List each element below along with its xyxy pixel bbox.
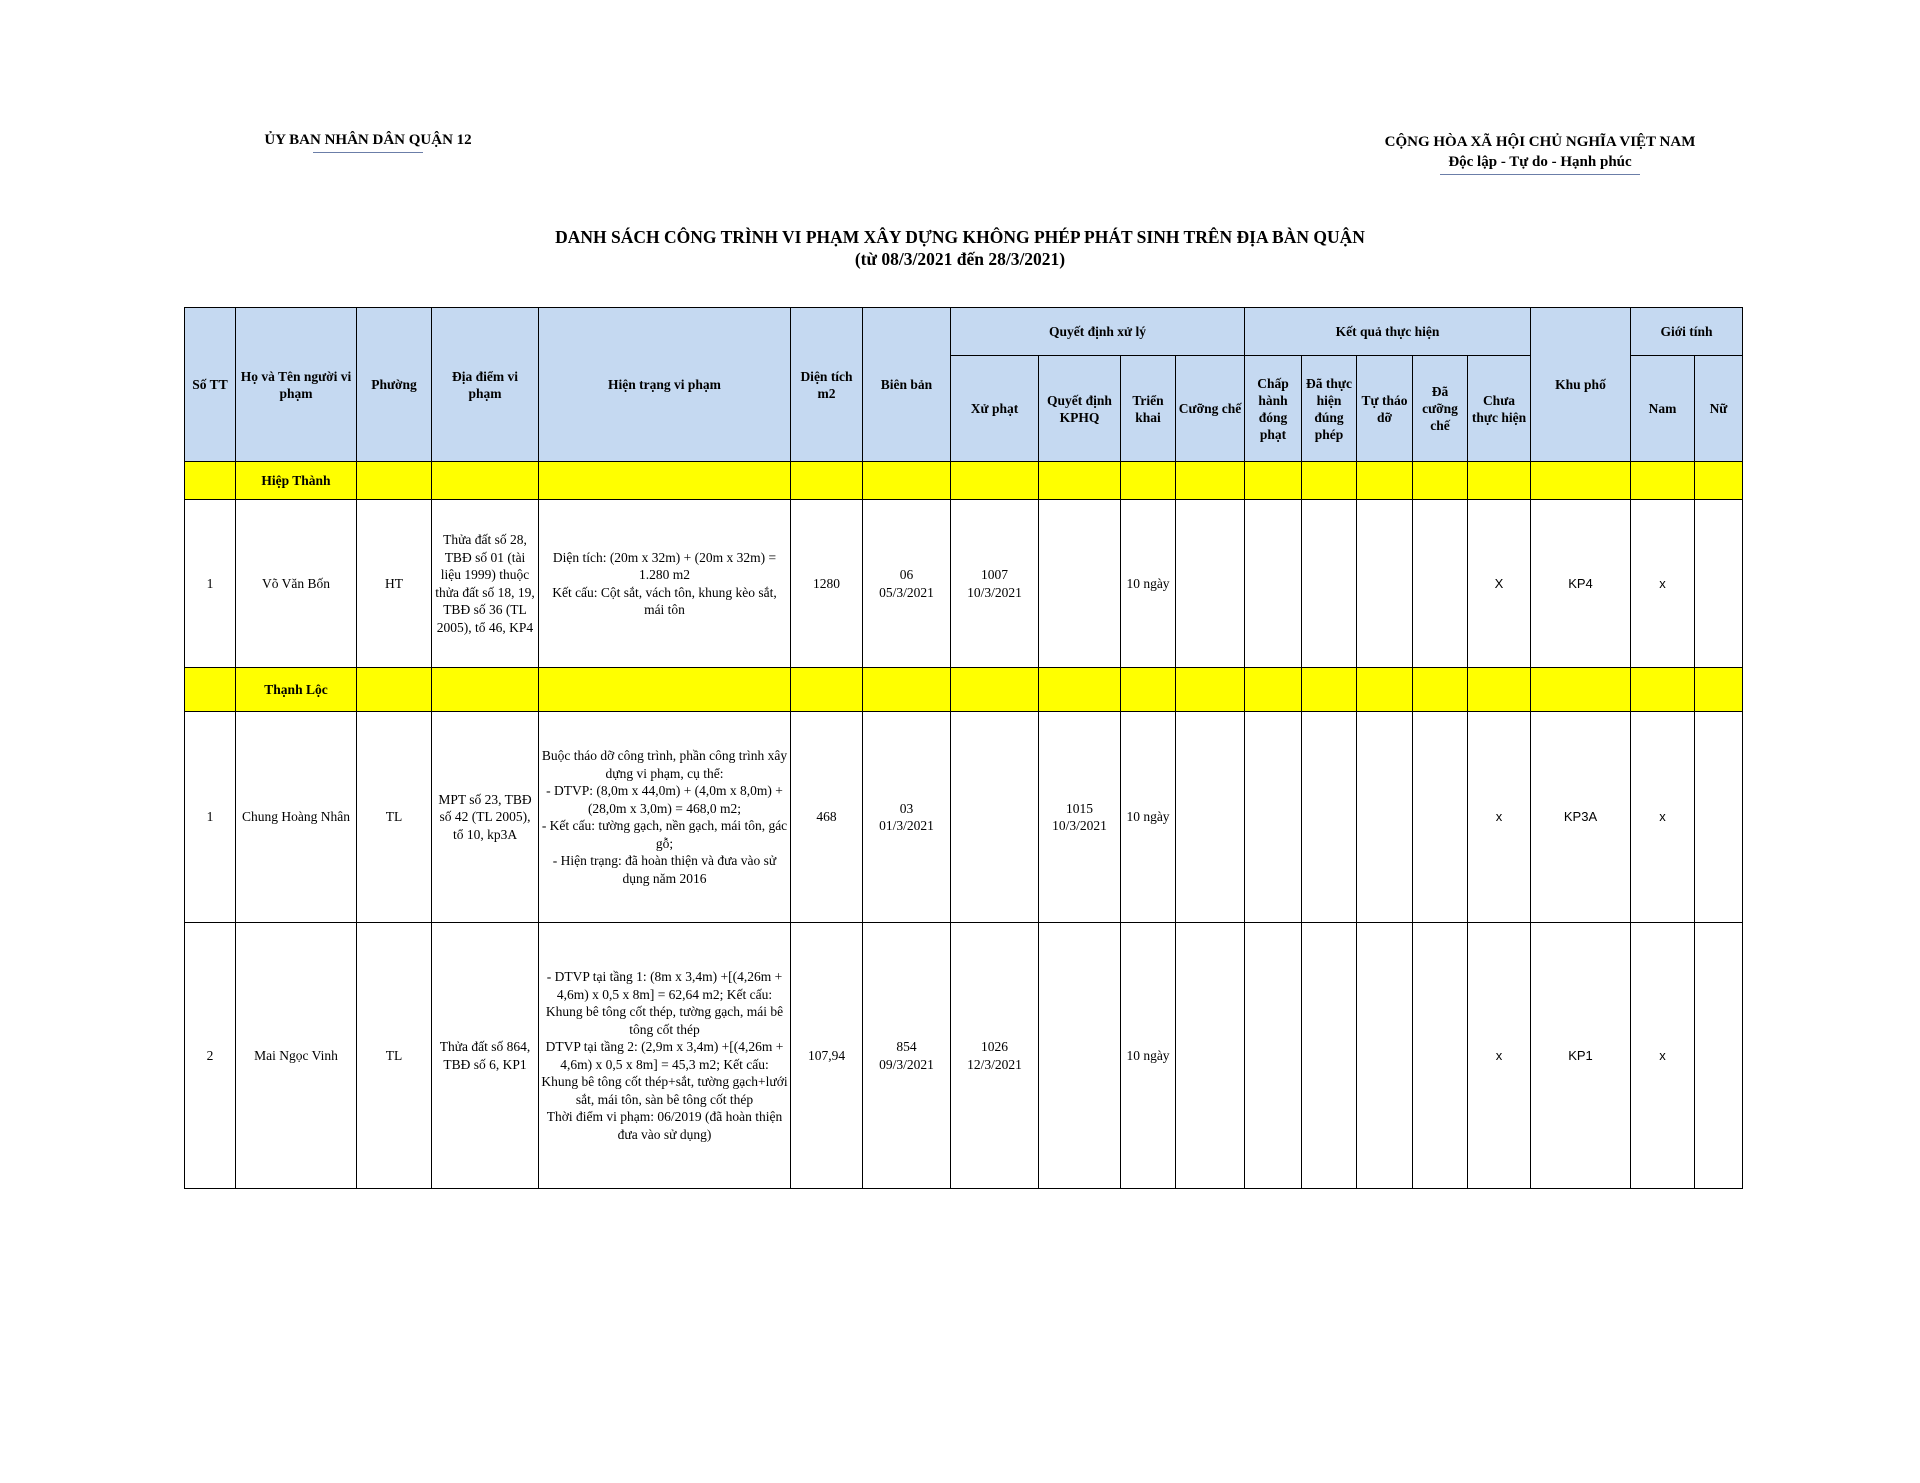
group-row — [185, 462, 1743, 500]
group-cell — [539, 462, 791, 500]
header-paid: Chấp hành đóng phạt — [1245, 356, 1302, 462]
cell-not-done: x — [1468, 712, 1531, 923]
header-status: Hiện trạng vi phạm — [539, 308, 791, 462]
group-cell — [1302, 462, 1357, 500]
header-enforce: Cưỡng chế — [1176, 356, 1245, 462]
group-cell — [1039, 668, 1121, 712]
violations-table — [184, 307, 1743, 1189]
header-location: Địa điểm vi phạm — [432, 308, 539, 462]
national-header — [1370, 132, 1710, 175]
group-row — [185, 668, 1743, 712]
group-cell — [1468, 462, 1531, 500]
group-name: Thạnh Lộc — [236, 668, 357, 712]
cell-male: x — [1631, 500, 1695, 668]
header-area: Diện tích m2 — [791, 308, 863, 462]
document-title — [0, 226, 1920, 270]
group-name: Hiệp Thành — [236, 462, 357, 500]
group-cell — [1631, 462, 1695, 500]
cell-status: - DTVP tại tầng 1: (8m x 3,4m) +[(4,26m + 4,6m) x 0,5 x 8m] = 62,64 m2; Kết cấu: Khung bê tông cốt thép, tường gạch, mái bê tông cốt thép DTVP tại tầng 2: (2,9m x 3,4m) +[(4,26m + 4,6m) x 0,5 x 8m] = 45,3 m2; Kết cấu: Khung bê tông cốt thép+sắt, tường gạch+lưới sắt, mái tôn, sàn bê tông cốt thép Thời điểm vi phạm: 06/2019 (đã hoàn thiện đưa vào sử dụng) — [539, 923, 791, 1189]
header-result-group: Kết quả thực hiện — [1245, 308, 1531, 356]
cell-quarter: KP1 — [1531, 923, 1631, 1189]
header-record: Biên bản — [863, 308, 951, 462]
group-cell — [1531, 668, 1631, 712]
group-cell — [791, 668, 863, 712]
cell-area: 1280 — [791, 500, 863, 668]
title-line-1: DANH SÁCH CÔNG TRÌNH VI PHẠM XÂY DỰNG KHÔNG PHÉP PHÁT SINH TRÊN ĐỊA BÀN QUẬN — [555, 227, 1365, 247]
cell-paid — [1245, 712, 1302, 923]
group-cell — [1121, 462, 1176, 500]
group-cell — [1245, 668, 1302, 712]
group-cell — [1039, 462, 1121, 500]
cell-record: 854 09/3/2021 — [863, 923, 951, 1189]
cell-penalty: 1026 12/3/2021 — [951, 923, 1039, 1189]
cell-paid — [1245, 500, 1302, 668]
cell-name: Võ Văn Bốn — [236, 500, 357, 668]
cell-ward: TL — [357, 923, 432, 1189]
table-body — [185, 462, 1743, 1189]
cell-enforce — [1176, 712, 1245, 923]
group-cell — [432, 462, 539, 500]
group-cell — [1468, 668, 1531, 712]
header-self-demolish: Tự tháo dỡ — [1357, 356, 1413, 462]
cell-enforce — [1176, 500, 1245, 668]
cell-name: Chung Hoàng Nhân — [236, 712, 357, 923]
group-cell — [951, 462, 1039, 500]
header-ward: Phường — [357, 308, 432, 462]
cell-status: Buộc tháo dỡ công trình, phần công trình xây dựng vi phạm, cụ thể: - DTVP: (8,0m x 44,0m) + (4,0m x 8,0m) + (28,0m x 3,0m) = 468,0 m2; - Kết cấu: tường gạch, nền gạch, mái tôn, gác gỗ; - Hiện trạng: đã hoàn thiện và đưa vào sử dụng năm 2016 — [539, 712, 791, 923]
cell-deploy: 10 ngày — [1121, 923, 1176, 1189]
group-cell — [1357, 462, 1413, 500]
cell-location: Thửa đất số 28, TBĐ số 01 (tài liệu 1999) thuộc thửa đất số 18, 19, TBĐ số 36 (TL 2005), tổ 46, KP4 — [432, 500, 539, 668]
agency-name: ỦY BAN NHÂN DÂN QUẬN 12 — [264, 132, 472, 148]
header-decision-group: Quyết định xử lý — [951, 308, 1245, 356]
table-row — [185, 500, 1743, 668]
header-female: Nữ — [1695, 356, 1743, 462]
cell-ward: TL — [357, 712, 432, 923]
cell-kphq — [1039, 500, 1121, 668]
cell-not-done: X — [1468, 500, 1531, 668]
group-cell — [185, 668, 236, 712]
national-motto: CỘNG HÒA XÃ HỘI CHỦ NGHĨA VIỆT NAM — [1384, 134, 1696, 150]
cell-kphq: 1015 10/3/2021 — [1039, 712, 1121, 923]
national-slogan: Độc lập - Tự do - Hạnh phúc — [1448, 154, 1632, 170]
group-cell — [1176, 668, 1245, 712]
group-cell — [1302, 668, 1357, 712]
agency-header — [248, 132, 488, 153]
group-cell — [1121, 668, 1176, 712]
header-enforced: Đã cưỡng chế — [1413, 356, 1468, 462]
header-deploy: Triển khai — [1121, 356, 1176, 462]
group-cell — [1531, 462, 1631, 500]
agency-underline — [313, 152, 423, 153]
group-cell — [863, 668, 951, 712]
group-cell — [1176, 462, 1245, 500]
cell-female — [1695, 712, 1743, 923]
cell-stt: 1 — [185, 712, 236, 923]
cell-record: 03 01/3/2021 — [863, 712, 951, 923]
group-cell — [1357, 668, 1413, 712]
cell-enforced — [1413, 712, 1468, 923]
group-cell — [1245, 462, 1302, 500]
cell-stt: 2 — [185, 923, 236, 1189]
cell-permitted — [1302, 712, 1357, 923]
cell-penalty: 1007 10/3/2021 — [951, 500, 1039, 668]
group-cell — [791, 462, 863, 500]
group-cell — [432, 668, 539, 712]
cell-enforced — [1413, 500, 1468, 668]
header-stt: Số TT — [185, 308, 236, 462]
group-cell — [951, 668, 1039, 712]
header-permitted: Đã thực hiện đúng phép — [1302, 356, 1357, 462]
cell-penalty — [951, 712, 1039, 923]
header-quarter: Khu phố — [1531, 308, 1631, 462]
cell-status: Diện tích: (20m x 32m) + (20m x 32m) = 1.280 m2 Kết cấu: Cột sắt, vách tôn, khung kèo sắt, mái tôn — [539, 500, 791, 668]
title-line-2: (từ 08/3/2021 đến 28/3/2021) — [854, 249, 1066, 269]
cell-permitted — [1302, 500, 1357, 668]
table-row — [185, 923, 1743, 1189]
group-cell — [357, 462, 432, 500]
cell-male: x — [1631, 923, 1695, 1189]
cell-self-demolish — [1357, 923, 1413, 1189]
header-name: Họ và Tên người vi phạm — [236, 308, 357, 462]
group-cell — [1695, 668, 1743, 712]
cell-female — [1695, 923, 1743, 1189]
cell-female — [1695, 500, 1743, 668]
header-not-done: Chưa thực hiện — [1468, 356, 1531, 462]
group-cell — [539, 668, 791, 712]
cell-record: 06 05/3/2021 — [863, 500, 951, 668]
header-penalty: Xử phạt — [951, 356, 1039, 462]
cell-kphq — [1039, 923, 1121, 1189]
slogan-underline — [1440, 174, 1640, 175]
cell-enforced — [1413, 923, 1468, 1189]
cell-quarter: KP3A — [1531, 712, 1631, 923]
group-cell — [1695, 462, 1743, 500]
cell-enforce — [1176, 923, 1245, 1189]
cell-deploy: 10 ngày — [1121, 712, 1176, 923]
header-gender-group: Giới tính — [1631, 308, 1743, 356]
cell-self-demolish — [1357, 712, 1413, 923]
cell-self-demolish — [1357, 500, 1413, 668]
group-cell — [1631, 668, 1695, 712]
cell-stt: 1 — [185, 500, 236, 668]
cell-quarter: KP4 — [1531, 500, 1631, 668]
cell-area: 107,94 — [791, 923, 863, 1189]
header-male: Nam — [1631, 356, 1695, 462]
table-row — [185, 712, 1743, 923]
header-kphq: Quyết định KPHQ — [1039, 356, 1121, 462]
cell-deploy: 10 ngày — [1121, 500, 1176, 668]
group-cell — [1413, 462, 1468, 500]
group-cell — [863, 462, 951, 500]
cell-paid — [1245, 923, 1302, 1189]
cell-area: 468 — [791, 712, 863, 923]
cell-ward: HT — [357, 500, 432, 668]
cell-location: Thửa đất số 864, TBĐ số 6, KP1 — [432, 923, 539, 1189]
cell-name: Mai Ngọc Vinh — [236, 923, 357, 1189]
group-cell — [357, 668, 432, 712]
cell-permitted — [1302, 923, 1357, 1189]
cell-not-done: x — [1468, 923, 1531, 1189]
group-cell — [185, 462, 236, 500]
group-cell — [1413, 668, 1468, 712]
cell-male: x — [1631, 712, 1695, 923]
cell-location: MPT số 23, TBĐ số 42 (TL 2005), tổ 10, kp3A — [432, 712, 539, 923]
